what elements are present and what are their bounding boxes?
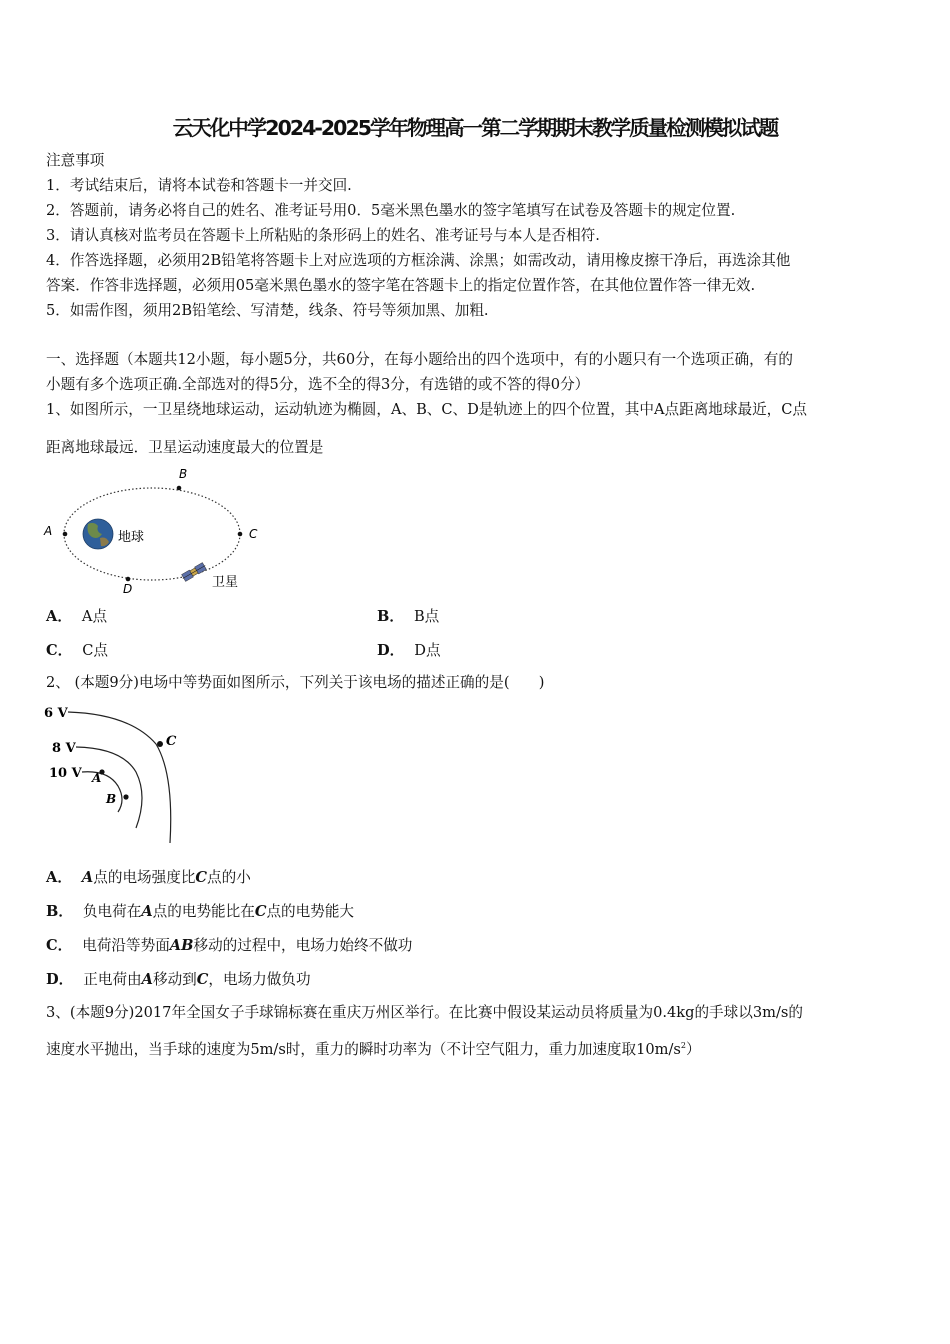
q3-stem-line1: 3、(本题9分)2017年全国女子手球锦标赛在重庆万州区举行。在比赛中假设某运动员将质量为0.4kg的手球以3m/s的 [46,1004,803,1021]
option-var: AB [169,937,194,954]
option-text: A点 [81,608,108,625]
option-text: D点 [414,642,441,659]
q3-stem-text: 速度水平抛出，当手球的速度为5m/s时，重力的瞬时功率为（不计空气阻力，重力加速度取10m/s [46,1041,681,1058]
notice-item-4: 4．作答选择题，必须用2B铅笔将答题卡上对应选项的方框涂满、涂黑；如需改动，请用橡皮擦干净后，再选涂其他 [46,252,791,269]
q1-option-a[interactable] [46,605,107,626]
label-10v: 10 V [49,766,82,781]
q1-option-d[interactable] [377,639,441,660]
q1-stem-line2: 距离地球最远．卫星运动速度最大的位置是 [46,439,324,456]
q2-stem: 2、 (本题9分)电场中等势面如图所示，下列关于该电场的描述正确的是( ) [46,674,545,691]
q1-option-b[interactable] [377,605,439,626]
q3-stem-exponent: 2 [680,1041,687,1051]
q2-option-d[interactable] [46,968,311,989]
option-var: C [254,903,267,920]
q1-option-c[interactable] [46,639,108,660]
notice-item-1: 1．考试结束后，请将本试卷和答题卡一并交回. [46,177,352,194]
equipotential-6v [68,712,171,843]
option-var: C [196,971,209,988]
orbit-figure [40,462,270,597]
label-b: B [106,792,117,806]
q2-option-b[interactable] [46,900,354,921]
q3-stem-line2 [46,1040,701,1060]
label-c: C [166,734,177,749]
option-letter: B． [377,608,404,625]
option-letter: B． [46,903,73,920]
earth-icon [83,519,113,549]
option-text-part: 移动到 [152,971,197,988]
option-letter: C． [46,642,73,659]
option-text: B点 [413,608,440,625]
option-text-part: 点的电场强度比 [93,869,196,886]
point-b-dot [123,794,128,799]
equipotential-8v [76,747,142,828]
label-b: B [179,467,188,481]
q2-option-a[interactable] [46,866,251,887]
notice-item-2: 2．答题前，请务必将自己的姓名、准考证号用0．5毫米黑色墨水的签字笔填写在试卷及答题卡的规定位置. [46,202,736,219]
option-text-part: 点的电势能大 [266,903,355,920]
option-letter: D． [377,642,405,659]
section-instructions-line2: 小题有多个选项正确.全部选对的得5分，选不全的得3分，有选错的或不答的得0分） [46,376,590,393]
satellite-label: 卫星 [212,575,239,590]
option-text-part: 正电荷由 [83,971,142,988]
option-text-part: ，电场力做负功 [208,971,311,988]
section-instructions-line1: 一、选择题（本题共12小题，每小题5分，共60分，在每小题给出的四个选项中，有的小题只有一个选项正确，有的 [46,351,793,368]
label-c: C [249,527,258,541]
option-var: A [81,869,94,886]
option-text-part: 电荷沿等势面 [82,937,170,954]
q3-stem-end: ） [686,1041,701,1058]
option-text: C点 [82,642,108,659]
point-a-dot [63,532,68,537]
option-letter: D． [46,971,74,988]
option-text-part: 负电荷在 [82,903,142,920]
point-b-dot [177,486,182,491]
notice-item-4-cont: 答案．作答非选择题，必须用05毫米黑色墨水的签字笔在答题卡上的指定位置作答，在其他位置作答一律无效. [46,277,756,294]
earth-label: 地球 [118,530,145,545]
option-letter: A． [46,608,72,625]
label-a: A [92,771,102,785]
option-letter: A． [46,869,72,886]
point-d-dot [126,577,131,582]
option-text-part: 点的电势能比在 [152,903,255,920]
option-letter: C． [46,937,73,954]
option-var: A [141,971,153,988]
q1-stem-line1: 1、如图所示，一卫星绕地球运动，运动轨迹为椭圆，A、B、C、D是轨迹上的四个位置，其中A点距离地球最近，C点 [46,401,808,418]
point-c-dot [157,741,163,747]
equipotential-figure [40,700,190,850]
point-c-dot [238,532,243,537]
label-d: D [123,582,133,596]
option-text-part: 点的小 [207,869,251,886]
q2-option-c[interactable] [46,934,412,955]
option-text-part: 移动的过程中，电场力始终不做功 [193,937,413,954]
page-title: 云天化中学2024-2025学年物理高一第二学期期末教学质量检测模拟试题 [172,116,778,140]
label-8v: 8 V [52,741,76,756]
label-a: A [44,524,53,538]
label-6v: 6 V [44,706,68,721]
notice-item-5: 5．如需作图，须用2B铅笔绘、写清楚，线条、符号等须加黑、加粗. [46,302,489,319]
notice-heading: 注意事项 [46,152,105,169]
notice-item-3: 3．请认真核对监考员在答题卡上所粘贴的条形码上的姓名、准考证号与本人是否相符. [46,227,600,244]
option-var: A [141,903,153,920]
option-var: C [195,869,208,886]
